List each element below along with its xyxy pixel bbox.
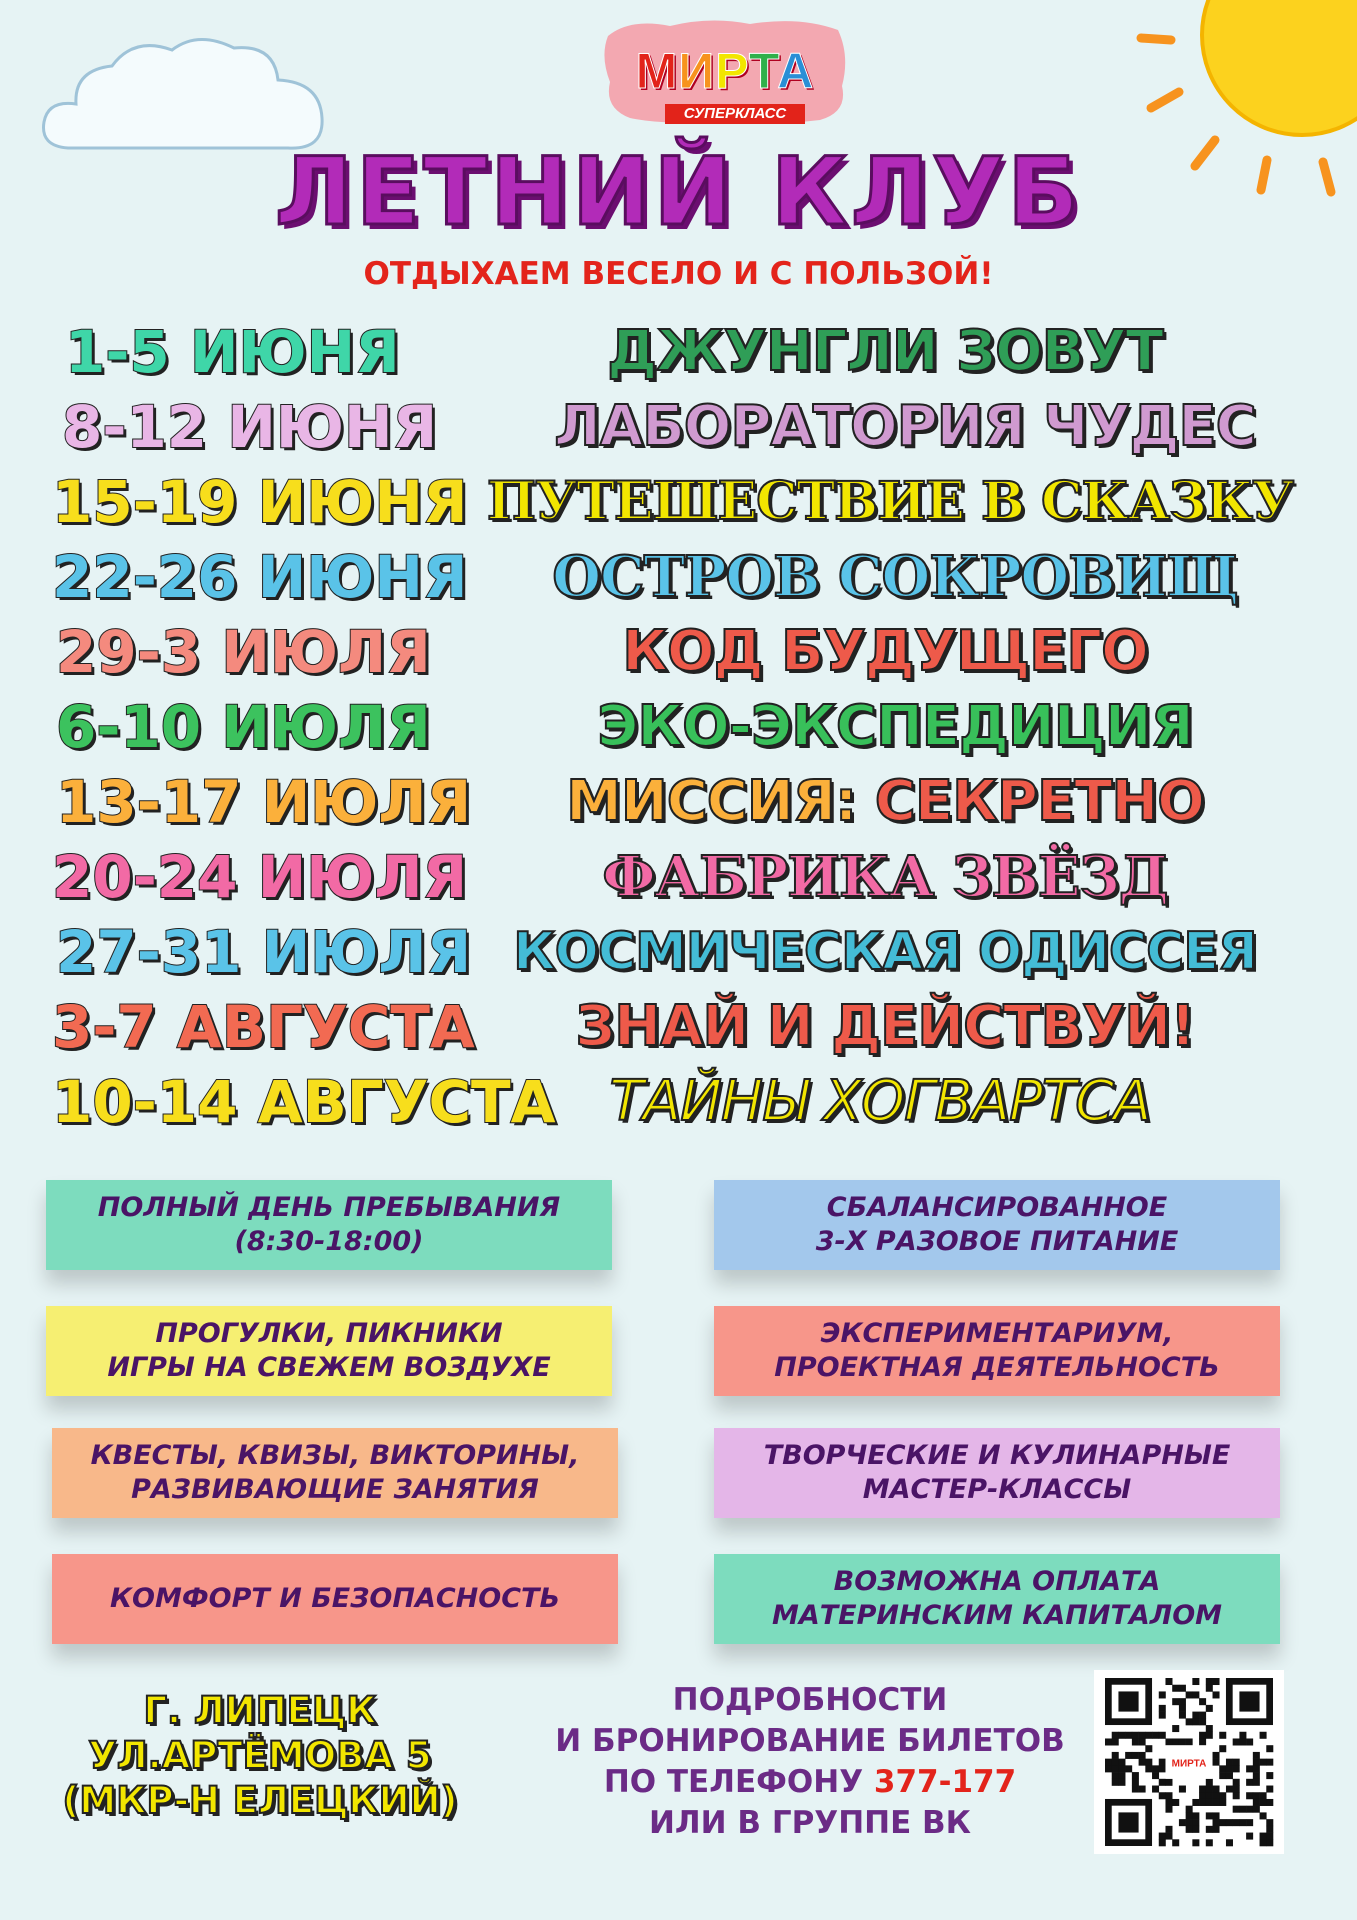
- schedule-row: [0, 916, 1357, 988]
- schedule-theme: ЭКО-ЭКСПЕДИЦИЯ: [597, 694, 1193, 759]
- feature-box-maternity-capital: ВОЗМОЖНА ОПЛАТА МАТЕРИНСКИМ КАПИТАЛОМ: [714, 1554, 1280, 1644]
- schedule-dates: 1-5 ИЮНЯ: [65, 318, 400, 386]
- brand-logo: [600, 12, 850, 127]
- feature-box-masterclasses: ТВОРЧЕСКИЕ И КУЛИНАРНЫЕ МАСТЕР-КЛАССЫ: [714, 1428, 1280, 1518]
- contact-line: ПОДРОБНОСТИ: [672, 1682, 948, 1718]
- schedule-dates: 20-24 ИЮЛЯ: [52, 843, 468, 911]
- schedule-theme-part: СЕКРЕТНО: [874, 769, 1204, 834]
- schedule-row: [0, 316, 1357, 388]
- feature-box-full-day: ПОЛНЫЙ ДЕНЬ ПРЕБЫВАНИЯ (8:30-18:00): [46, 1180, 612, 1270]
- page-title: ЛЕТНИЙ КЛУБ: [274, 138, 1083, 247]
- address-city: Г. ЛИПЕЦК: [143, 1689, 377, 1732]
- schedule-dates: 13-17 ИЮЛЯ: [56, 768, 472, 836]
- logo-letter: И: [678, 43, 716, 99]
- address-block: [60, 1688, 460, 1823]
- schedule-dates: 6-10 ИЮЛЯ: [56, 693, 431, 761]
- schedule-theme: ТАЙНЫ ХОГВАРТСА: [609, 1069, 1151, 1134]
- qr-center-logo: МИРТА: [1171, 1758, 1207, 1770]
- logo-letter: А: [777, 43, 815, 99]
- schedule-theme: ПУТЕШЕСТВИЕ В СКАЗКУ: [486, 471, 1294, 532]
- schedule-dates: 15-19 ИЮНЯ: [52, 468, 468, 536]
- schedule-dates: 27-31 ИЮЛЯ: [56, 918, 472, 986]
- schedule-theme: ОСТРОВ СОКРОВИЩ: [552, 544, 1238, 610]
- page-subtitle: ОТДЫХАЕМ ВЕСЕЛО И С ПОЛЬЗОЙ!: [363, 256, 994, 292]
- contact-block: [540, 1680, 1080, 1844]
- schedule-theme: ЗНАЙ И ДЕЙСТВУЙ!: [575, 994, 1195, 1059]
- schedule-row: [0, 841, 1357, 913]
- contact-line: ИЛИ В ГРУППЕ ВК: [648, 1805, 972, 1841]
- schedule-theme: ФАБРИКА ЗВЁЗД: [602, 844, 1168, 910]
- schedule-row: [0, 691, 1357, 763]
- schedule-theme: КОСМИЧЕСКАЯ ОДИССЕЯ: [513, 922, 1257, 982]
- schedule-theme: [460, 766, 1310, 838]
- schedule-theme: ЛАБОРАТОРИЯ ЧУДЕС: [554, 394, 1256, 459]
- address-district: (МКР-Н ЕЛЕЦКИЙ): [62, 1779, 458, 1822]
- address-street: УЛ.АРТЁМОВА 5: [88, 1734, 432, 1777]
- feature-box-quests: КВЕСТЫ, КВИЗЫ, ВИКТОРИНЫ, РАЗВИВАЮЩИЕ ЗАНЯТИЯ: [52, 1428, 618, 1518]
- schedule-row: [0, 541, 1357, 613]
- schedule-theme: КОД БУДУЩЕГО: [622, 619, 1148, 684]
- contact-phone-number[interactable]: 377-177: [873, 1764, 1017, 1800]
- schedule-dates: 29-3 ИЮЛЯ: [56, 618, 431, 686]
- logo-tagline: СУПЕРКЛАСС: [665, 104, 805, 124]
- logo-letter: Р: [715, 43, 749, 99]
- schedule-theme: ДЖУНГЛИ ЗОВУТ: [607, 319, 1163, 384]
- schedule-dates: 3-7 АВГУСТА: [52, 993, 475, 1061]
- schedule-row: [0, 391, 1357, 463]
- schedule-theme-part: МИССИЯ:: [566, 769, 857, 834]
- logo-letter: Т: [748, 43, 778, 99]
- logo-letter: М: [635, 43, 679, 99]
- schedule-dates: 10-14 АВГУСТА: [52, 1068, 556, 1136]
- feature-box-safety: КОМФОРТ И БЕЗОПАСНОСТЬ: [52, 1554, 618, 1644]
- logo-wordmark: [600, 42, 850, 100]
- schedule-row: [0, 466, 1357, 538]
- schedule-row: [0, 991, 1357, 1063]
- feature-box-outdoor: ПРОГУЛКИ, ПИКНИКИ ИГРЫ НА СВЕЖЕМ ВОЗДУХЕ: [46, 1306, 612, 1396]
- feature-box-experiments: ЭКСПЕРИМЕНТАРИУМ, ПРОЕКТНАЯ ДЕЯТЕЛЬНОСТЬ: [714, 1306, 1280, 1396]
- schedule-row: [0, 616, 1357, 688]
- schedule-dates: 8-12 ИЮНЯ: [62, 393, 438, 461]
- contact-line: И БРОНИРОВАНИЕ БИЛЕТОВ: [555, 1723, 1065, 1759]
- schedule-row: [0, 766, 1357, 838]
- schedule-dates: 22-26 ИЮНЯ: [52, 543, 468, 611]
- contact-phone-prefix: ПО ТЕЛЕФОНУ: [603, 1764, 864, 1800]
- feature-box-meals: СБАЛАНСИРОВАННОЕ 3-Х РАЗОВОЕ ПИТАНИЕ: [714, 1180, 1280, 1270]
- qr-code[interactable]: [1094, 1670, 1284, 1854]
- schedule-row: [0, 1066, 1357, 1138]
- qr-code-pattern: [1094, 1670, 1284, 1854]
- contact-phone-line: [540, 1762, 1080, 1803]
